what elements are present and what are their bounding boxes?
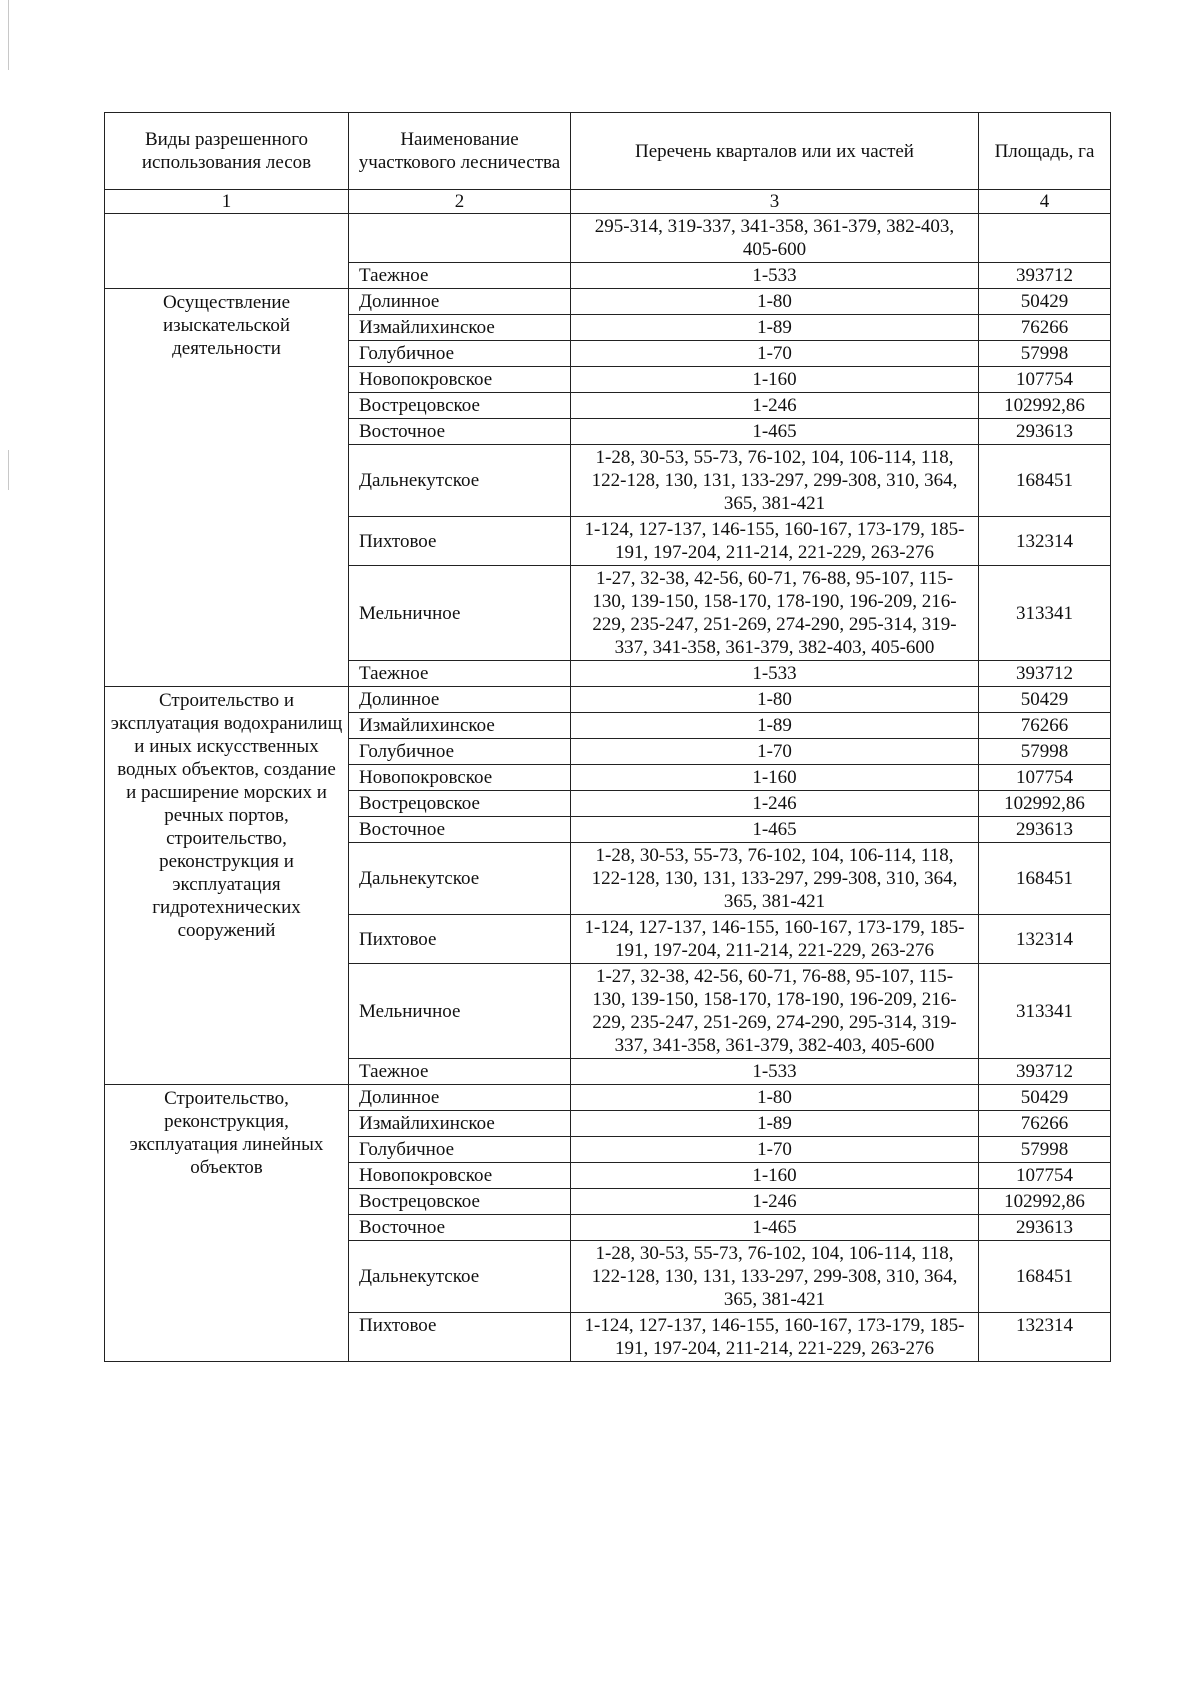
quarter-list: 1-70 — [571, 739, 979, 765]
forestry-name: Вострецовское — [349, 791, 571, 817]
use-type-cell: Строительство и эксплуатация водохранилищ и иных искусственных водных объектов, создание и расширение морских и речных портов, строительство, реконструкция и эксплуатация гидротехнических сооружений — [105, 687, 349, 1085]
quarter-list: 1-246 — [571, 791, 979, 817]
area-value: 293613 — [979, 817, 1111, 843]
quarter-list: 1-124, 127-137, 146-155, 160-167, 173-179, 185-191, 197-204, 211-214, 221-229, 263-276 — [571, 1313, 979, 1362]
area-value: 168451 — [979, 445, 1111, 517]
forestry-name: Таежное — [349, 1059, 571, 1085]
column-number: 1 — [105, 190, 349, 214]
quarter-list: 1-89 — [571, 713, 979, 739]
area-value: 107754 — [979, 765, 1111, 791]
use-type-cell — [105, 214, 349, 289]
quarter-list: 295-314, 319-337, 341-358, 361-379, 382-403, 405-600 — [571, 214, 979, 263]
header-use-type: Виды разрешенного использования лесов — [105, 113, 349, 190]
quarter-list: 1-28, 30-53, 55-73, 76-102, 104, 106-114, 118, 122-128, 130, 131, 133-297, 299-308, 310, 364, 365, 381-421 — [571, 445, 979, 517]
forestry-name: Голубичное — [349, 1137, 571, 1163]
table-body — [105, 214, 1111, 1362]
quarter-list: 1-533 — [571, 263, 979, 289]
quarter-list: 1-70 — [571, 1137, 979, 1163]
forestry-name: Новопокровское — [349, 765, 571, 791]
table-row — [105, 289, 1111, 315]
area-value: 168451 — [979, 1241, 1111, 1313]
forestry-name: Долинное — [349, 289, 571, 315]
quarter-list: 1-80 — [571, 289, 979, 315]
quarter-list: 1-124, 127-137, 146-155, 160-167, 173-179, 185-191, 197-204, 211-214, 221-229, 263-276 — [571, 915, 979, 964]
area-value: 313341 — [979, 566, 1111, 661]
area-value: 107754 — [979, 367, 1111, 393]
forestry-name — [349, 214, 571, 263]
area-value: 50429 — [979, 289, 1111, 315]
use-type-cell: Осуществление изыскательской деятельности — [105, 289, 349, 687]
use-type-cell: Строительство, реконструкция, эксплуатация линейных объектов — [105, 1085, 349, 1362]
forestry-name: Дальнекутское — [349, 843, 571, 915]
area-value: 293613 — [979, 419, 1111, 445]
forestry-name: Дальнекутское — [349, 1241, 571, 1313]
area-value: 168451 — [979, 843, 1111, 915]
header-row — [105, 113, 1111, 190]
area-value: 313341 — [979, 964, 1111, 1059]
quarter-list: 1-160 — [571, 1163, 979, 1189]
quarter-list: 1-28, 30-53, 55-73, 76-102, 104, 106-114, 118, 122-128, 130, 131, 133-297, 299-308, 310, 364, 365, 381-421 — [571, 843, 979, 915]
quarter-list: 1-27, 32-38, 42-56, 60-71, 76-88, 95-107, 115-130, 139-150, 158-170, 178-190, 196-209, 216-229, 235-247, 251-269, 274-290, 295-314, 319-337, 341-358, 361-379, 382-403, 405-600 — [571, 566, 979, 661]
scan-edge-mark — [8, 450, 9, 490]
area-value: 107754 — [979, 1163, 1111, 1189]
area-value: 76266 — [979, 315, 1111, 341]
forestry-name: Новопокровское — [349, 367, 571, 393]
quarter-list: 1-124, 127-137, 146-155, 160-167, 173-179, 185-191, 197-204, 211-214, 221-229, 263-276 — [571, 517, 979, 566]
area-value: 57998 — [979, 1137, 1111, 1163]
scan-edge-mark — [8, 0, 9, 70]
area-value: 393712 — [979, 661, 1111, 687]
forestry-name: Вострецовское — [349, 393, 571, 419]
column-number: 2 — [349, 190, 571, 214]
forestry-name: Пихтовое — [349, 1313, 571, 1362]
quarter-list: 1-89 — [571, 315, 979, 341]
quarter-list: 1-28, 30-53, 55-73, 76-102, 104, 106-114, 118, 122-128, 130, 131, 133-297, 299-308, 310, 364, 365, 381-421 — [571, 1241, 979, 1313]
forestry-name: Восточное — [349, 1215, 571, 1241]
area-value: 76266 — [979, 1111, 1111, 1137]
area-value: 132314 — [979, 1313, 1111, 1362]
area-value: 132314 — [979, 517, 1111, 566]
forestry-name: Измайлихинское — [349, 1111, 571, 1137]
column-number: 4 — [979, 190, 1111, 214]
quarter-list: 1-70 — [571, 341, 979, 367]
forestry-name: Долинное — [349, 1085, 571, 1111]
forest-use-table — [104, 112, 1111, 1362]
area-value: 57998 — [979, 341, 1111, 367]
forestry-name: Долинное — [349, 687, 571, 713]
forestry-name: Пихтовое — [349, 517, 571, 566]
forestry-name: Мельничное — [349, 566, 571, 661]
quarter-list: 1-160 — [571, 765, 979, 791]
quarter-list: 1-465 — [571, 1215, 979, 1241]
forestry-name: Таежное — [349, 661, 571, 687]
forestry-name: Восточное — [349, 817, 571, 843]
area-value — [979, 214, 1111, 263]
quarter-list: 1-27, 32-38, 42-56, 60-71, 76-88, 95-107, 115-130, 139-150, 158-170, 178-190, 196-209, 216-229, 235-247, 251-269, 274-290, 295-314, 319-337, 341-358, 361-379, 382-403, 405-600 — [571, 964, 979, 1059]
table-row — [105, 1085, 1111, 1111]
forestry-name: Мельничное — [349, 964, 571, 1059]
quarter-list: 1-89 — [571, 1111, 979, 1137]
quarter-list: 1-80 — [571, 687, 979, 713]
forestry-name: Измайлихинское — [349, 315, 571, 341]
forestry-name: Голубичное — [349, 739, 571, 765]
area-value: 393712 — [979, 1059, 1111, 1085]
table-row — [105, 214, 1111, 263]
area-value: 50429 — [979, 687, 1111, 713]
forestry-name: Голубичное — [349, 341, 571, 367]
column-number: 3 — [571, 190, 979, 214]
area-value: 102992,86 — [979, 791, 1111, 817]
forestry-name: Вострецовское — [349, 1189, 571, 1215]
quarter-list: 1-533 — [571, 661, 979, 687]
quarter-list: 1-246 — [571, 393, 979, 419]
quarter-list: 1-465 — [571, 817, 979, 843]
quarter-list: 1-533 — [571, 1059, 979, 1085]
column-number-row — [105, 190, 1111, 214]
forestry-name: Дальнекутское — [349, 445, 571, 517]
area-value: 57998 — [979, 739, 1111, 765]
quarter-list: 1-246 — [571, 1189, 979, 1215]
header-quarters: Перечень кварталов или их частей — [571, 113, 979, 190]
forestry-name: Восточное — [349, 419, 571, 445]
area-value: 102992,86 — [979, 1189, 1111, 1215]
area-value: 50429 — [979, 1085, 1111, 1111]
quarter-list: 1-80 — [571, 1085, 979, 1111]
area-value: 132314 — [979, 915, 1111, 964]
quarter-list: 1-160 — [571, 367, 979, 393]
area-value: 76266 — [979, 713, 1111, 739]
quarter-list: 1-465 — [571, 419, 979, 445]
area-value: 293613 — [979, 1215, 1111, 1241]
forestry-name: Новопокровское — [349, 1163, 571, 1189]
area-value: 393712 — [979, 263, 1111, 289]
table-row — [105, 687, 1111, 713]
forestry-name: Измайлихинское — [349, 713, 571, 739]
area-value: 102992,86 — [979, 393, 1111, 419]
header-forestry: Наименование участкового лесничества — [349, 113, 571, 190]
forestry-name: Таежное — [349, 263, 571, 289]
forestry-name: Пихтовое — [349, 915, 571, 964]
header-area: Площадь, га — [979, 113, 1111, 190]
